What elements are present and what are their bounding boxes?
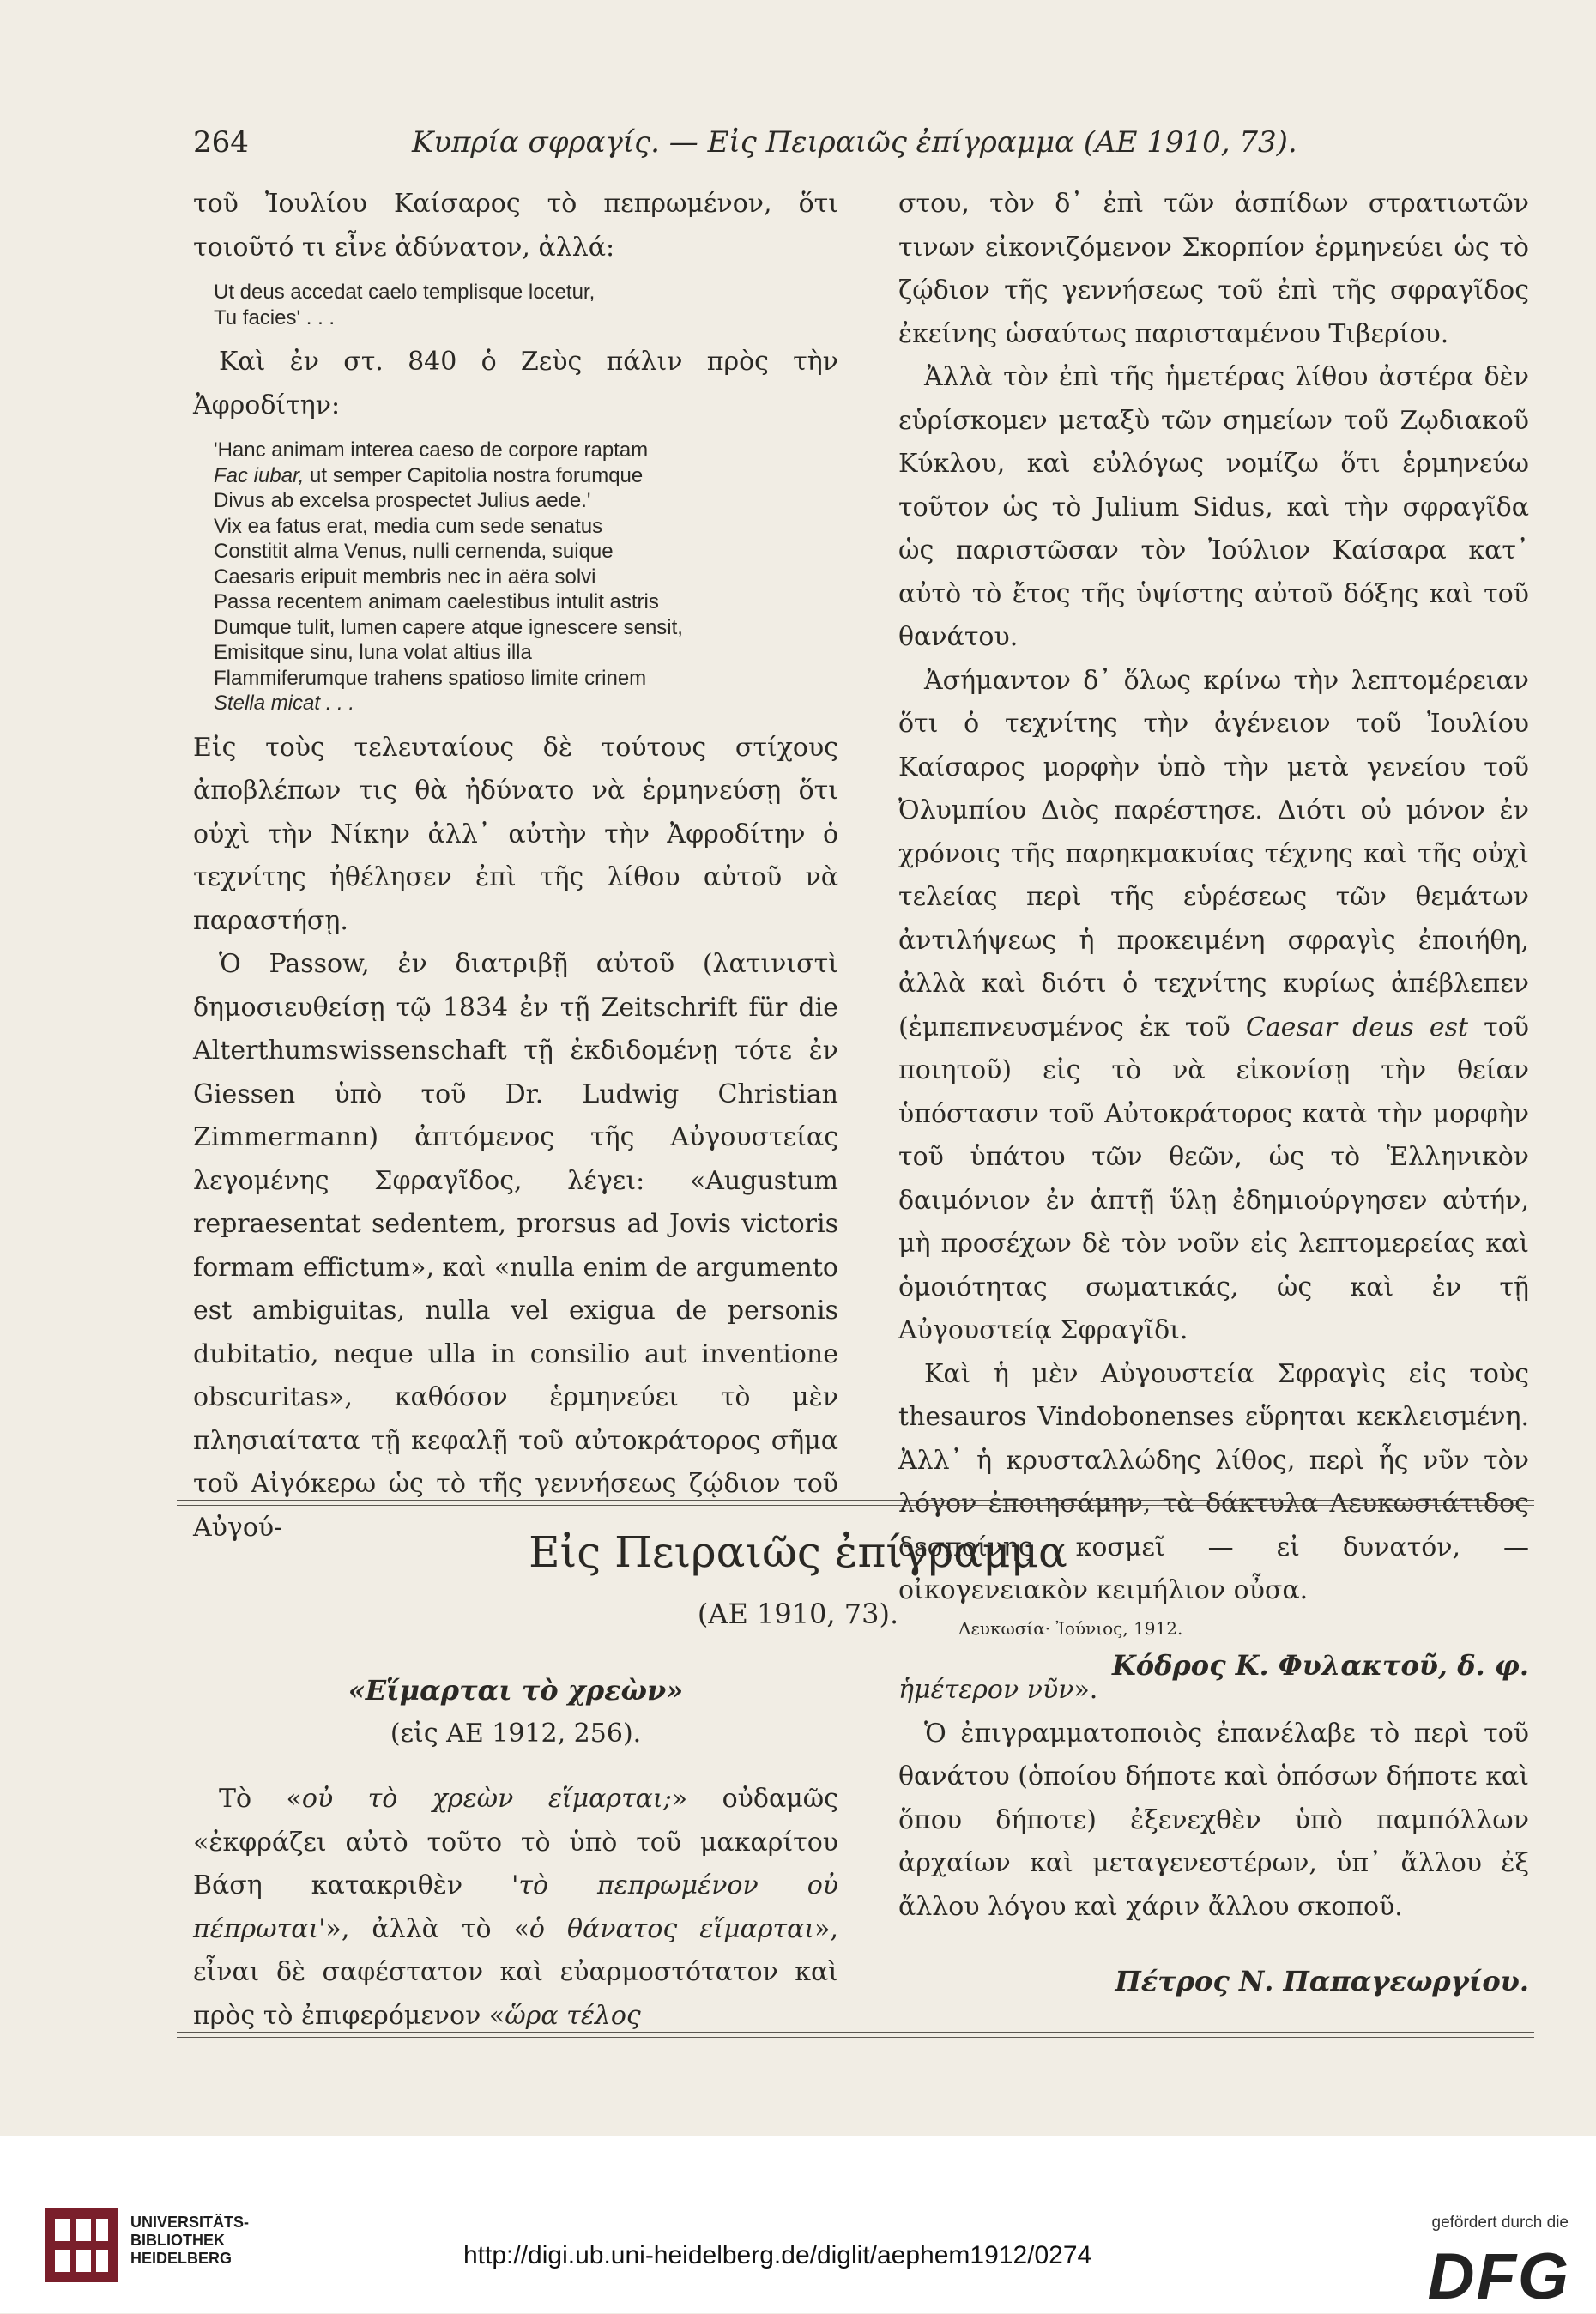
paragraph [193,1778,838,2038]
quote-line: Vix ea fatus erat, media cum sede senatus [214,514,603,538]
italic-text: ὥρα τέλος [505,2000,641,2031]
library-name-line: HEIDELBERG [130,2250,233,2267]
dateline: Λευκωσία· Ἰούνιος, 1912. [958,1617,1183,1639]
article-subtitle: (ΑΕ 1910, 73). [697,1598,899,1630]
quote-text: ut semper Capitolia nostra forumque [304,463,644,487]
source-url-link[interactable]: http://digi.ub.uni-heidelberg.de/diglit/aephem1912/0274 [463,2241,1092,2269]
article2-right-column [898,1669,1529,2003]
text: Ἀσήμαντον δ᾽ ὅλως κρίνω τὴν λεπτομέρειαν ὅτι ὁ τεχνίτης τὴν ἀγένειον τοῦ Ἰουλίου Καίσαρος μορφὴν ὑπὸ τὴν μετὰ γενείου τοῦ Ὀλυμπίου Διὸς παρέστησε. Διότι οὐ μόνον ἐν χρόνοις τῆς παρηκμακυίας τέχνης καὶ τῆς οὐχὶ τελείας περὶ τῆς εὑρέσεως τῶν θεμάτων ἀντιλήψεως ἡ προκειμένη σφραγὶς ἐποιήθη, ἀλλὰ καὶ διότι ὁ τεχνίτης κυρίως ἀπέβλεπεν (ἐμπεπνευσμένος ἐκ τοῦ [898,665,1529,1042]
quote-line: Constitit alma Venus, nulli cernenda, suique [214,540,614,563]
article2-left-column [193,1669,838,2038]
quote-italic: Fac iubar, [214,463,305,487]
funding-caption: gefördert durch die [1431,2214,1569,2232]
section-divider [177,1505,1534,1506]
quote-line: Caesaris eripuit membris nec in aëra solvi [214,565,596,589]
library-name [130,2214,249,2268]
italic-text: τὸ πεπρωμένον οὐ πέπρωται [193,1870,838,1944]
italic-text: Caesar deus est [1245,1012,1469,1042]
italic-text: ἡμέτερον νῦν [898,1675,1074,1705]
paragraph [898,660,1529,1353]
section-heading: «Εἵμαρται τὸ χρεὼν» [348,1674,684,1707]
quote-line: Emisitque sinu, luna volat altius illa [214,641,532,664]
text: ». [1073,1675,1098,1705]
article-title: Εἰς Πειραιῶς ἐπίγραμμα [529,1527,1067,1577]
text: '», ἀλλὰ τὸ « [318,1913,529,1944]
paragraph: στου, τὸν δ᾽ ἐπὶ τῶν ἀσπίδων στρατιωτῶν τινων εἰκονιζόμενον Σκορπίον ἑρμηνεύει ὡς τὸ ζῴδιον τῆς γεννήσεως τοῦ ἐπὶ τῆς σφραγῖδος ἐκείνης ὡσαύτως παρισταμένου Τιβερίου. [898,189,1529,349]
dfg-logo: DFG [1427,2240,1570,2313]
paragraph: Καὶ ἡ μὲν Αὐγουστεία Σφραγὶς εἰς τοὺς thesauros Vindobonenses εὕρηται κεκλεισμένη. Ἀλλ᾽ ἡ κρυσταλλώδης λίθος, περὶ ἧς νῦν τὸν λόγον ἐποιησάμην, τὰ δάκτυλα Λευκωσιάτιδος δεσποίνης κοσμεῖ — εἰ δυνατόν, — οἰκογενειακὸν κειμήλιον οὖσα. [898,1358,1529,1605]
article1-right-column [898,183,1529,1687]
section-subheading: (εἰς ΑΕ 1912, 256). [390,1718,642,1749]
quote-line: Passa recentem animam caelestibus intulit astris [214,590,659,613]
quote-line: Dumque tulit, lumen capere atque ignescere sensit, [214,615,683,639]
latin-quote [214,280,838,330]
latin-quote [214,438,838,716]
quote-line [214,463,838,489]
text: » οὐδαμῶς «ἐκφράζει αὐτὸ τοῦτο τὸ ὑπὸ τοῦ μακαρίτου Βάση κατακριθὲν ' [193,1784,838,1900]
text: τοῦ ποιητοῦ) εἰς τὸ νὰ εἰκονίσῃ τὴν θείαν ὑπόστασιν τοῦ Αὐτοκράτορος κατὰ τὴν μορφὴν τοῦ ὑπάτου τῶν θεῶν, ὡς τὸ Ἑλληνικὸν δαιμόνιον ἐν ἁπτῇ ὕλῃ ἐδημιούργησεν αὐτήν, μὴ προσέχων δὲ τὸν νοῦν εἰς λεπτομερείας καὶ ὁμοιότητας σωματικάς, ὡς καὶ ἐν τῇ Αὐγουστείᾳ Σφραγῖδι. [898,1012,1529,1345]
text: », εἶναι δὲ σαφέστατον καὶ εὐαρμοστότατον καὶ πρὸς τὸ ἐπιφερόμενον « [193,1913,838,2031]
author-signature: Κόδρος Κ. Φυλακτοῦ, δ. φ. [1111,1648,1529,1682]
paragraph: Ὁ Passow, ἐν διατριβῇ αὐτοῦ (λατινιστὶ δημοσιευθείσῃ τῷ 1834 ἐν τῇ Zeitschrift für die Alterthumswissenschaft τῇ ἐκδιδομένῃ τότε ἐν Giessen ὑπὸ τοῦ Dr. Ludwig Christian Zimmermann) ἀπτόμενος τῆς Αὐγουστείας λεγομένης Σφραγῖδος, λέγει: «Augustum repraesentat sedentem, prorsus ad Jovis victoris formam effictum», καὶ «nulla enim de argumento est ambiguitas, nulla vel exigua de personis dubitatio, neque ulla in consilio aut inventione obscuritas», καθόσον ἑρμηνεύει τὸ μὲν πλησιαίτατα τῇ κεφαλῇ τοῦ αὐτοκράτορος σῆμα τοῦ Αἰγόκερω ὡς τὸ τῆς γεννήσεως ζῴδιον τοῦ Αὐγού- [193,949,838,1543]
quote-line: Flammiferumque trahens spatioso limite crinem [214,666,647,690]
paragraph: τοῦ Ἰουλίου Καίσαρος τὸ πεπρωμένον, ὅτι τοιοῦτό τι εἶνε ἀδύνατον, ἀλλά: [193,189,838,263]
text: Τὸ « [219,1784,302,1814]
paragraph: Ἀλλὰ τὸν ἐπὶ τῆς ἡμετέρας λίθου ἀστέρα δὲν εὑρίσκομεν μεταξὺ τῶν σημείων τοῦ Ζῳδιακοῦ Κύκλου, καὶ εὐλόγως νομίζω ὅτι ἑρμηνεύω τοῦτον ὡς τὸ Julium Sidus, καὶ τὴν σφραγῖδα ὡς παριστῶσαν τὸν Ἰούλιον Καίσαρα κατ᾽ αὐτὸ τὸ ἔτος τῆς ὑψίστης αὐτοῦ δόξης καὶ τοῦ θανάτου. [898,362,1529,652]
quote-line: Tu facies' . . . [214,305,336,329]
paragraph: Εἰς τοὺς τελευταίους δὲ τούτους στίχους ἀποβλέπων τις θὰ ἠδύνατο νὰ ἑρμηνεύσῃ ὅτι οὐχὶ τὴν Νίκην ἀλλ᾽ αὐτὴν τὴν Ἀφροδίτην ὁ τεχνίτης ἠθέλησεν ἐπὶ τῆς λίθου αὐτοῦ νὰ παραστήσῃ. [193,732,838,936]
paragraph: Καὶ ἐν στ. 840 ὁ Ζεὺς πάλιν πρὸς τὴν Ἀφροδίτην: [193,347,838,420]
library-name-line: UNIVERSITÄTS- [130,2214,250,2231]
author-signature: Πέτρος Ν. Παπαγεωργίου. [1115,1965,1529,1997]
section-divider [177,2032,1534,2033]
running-title: Κυπρία σφραγίς. — Εἰς Πειραιῶς ἐπίγραμμα (ΑΕ 1910, 73). [412,125,1297,160]
quote-line: Ut deus accedat caelo templisque locetur, [214,281,595,304]
article1-left-column [193,183,838,1550]
italic-text: ὁ θάνατος εἵμαρται [529,1913,815,1944]
paragraph [898,1669,1529,1713]
quote-line: Divus ab excelsa prospectet Julius aede.' [214,489,591,512]
library-name-line: BIBLIOTHEK [130,2232,225,2249]
paragraph: Ὁ ἐπιγραμματοποιὸς ἐπανέλαβε τὸ περὶ τοῦ θανάτου (ὁποίου δήποτε καὶ ὁπόσων δήποτε καὶ ὅπου δήποτε) ἐξενεχθὲν ὑπὸ παμπόλλων ἀρχαίων καὶ μεταγενεστέρων, ὑπ᾽ ἄλλου ἐξ ἄλλου λόγου καὶ χάριν ἄλλου σκοποῦ. [898,1718,1529,1922]
italic-text: οὐ τὸ χρεὼν εἵμαρται; [301,1784,672,1814]
section-divider [177,1500,1534,1501]
quote-line: 'Hanc animam interea caeso de corpore raptam [214,438,649,462]
digitization-footer [0,2136,1596,2313]
section-divider [177,2037,1534,2038]
university-library-logo [43,2207,120,2284]
page-number: 264 [193,125,249,160]
running-head [193,125,1532,168]
quote-line: Stella micat . . . [214,692,355,715]
